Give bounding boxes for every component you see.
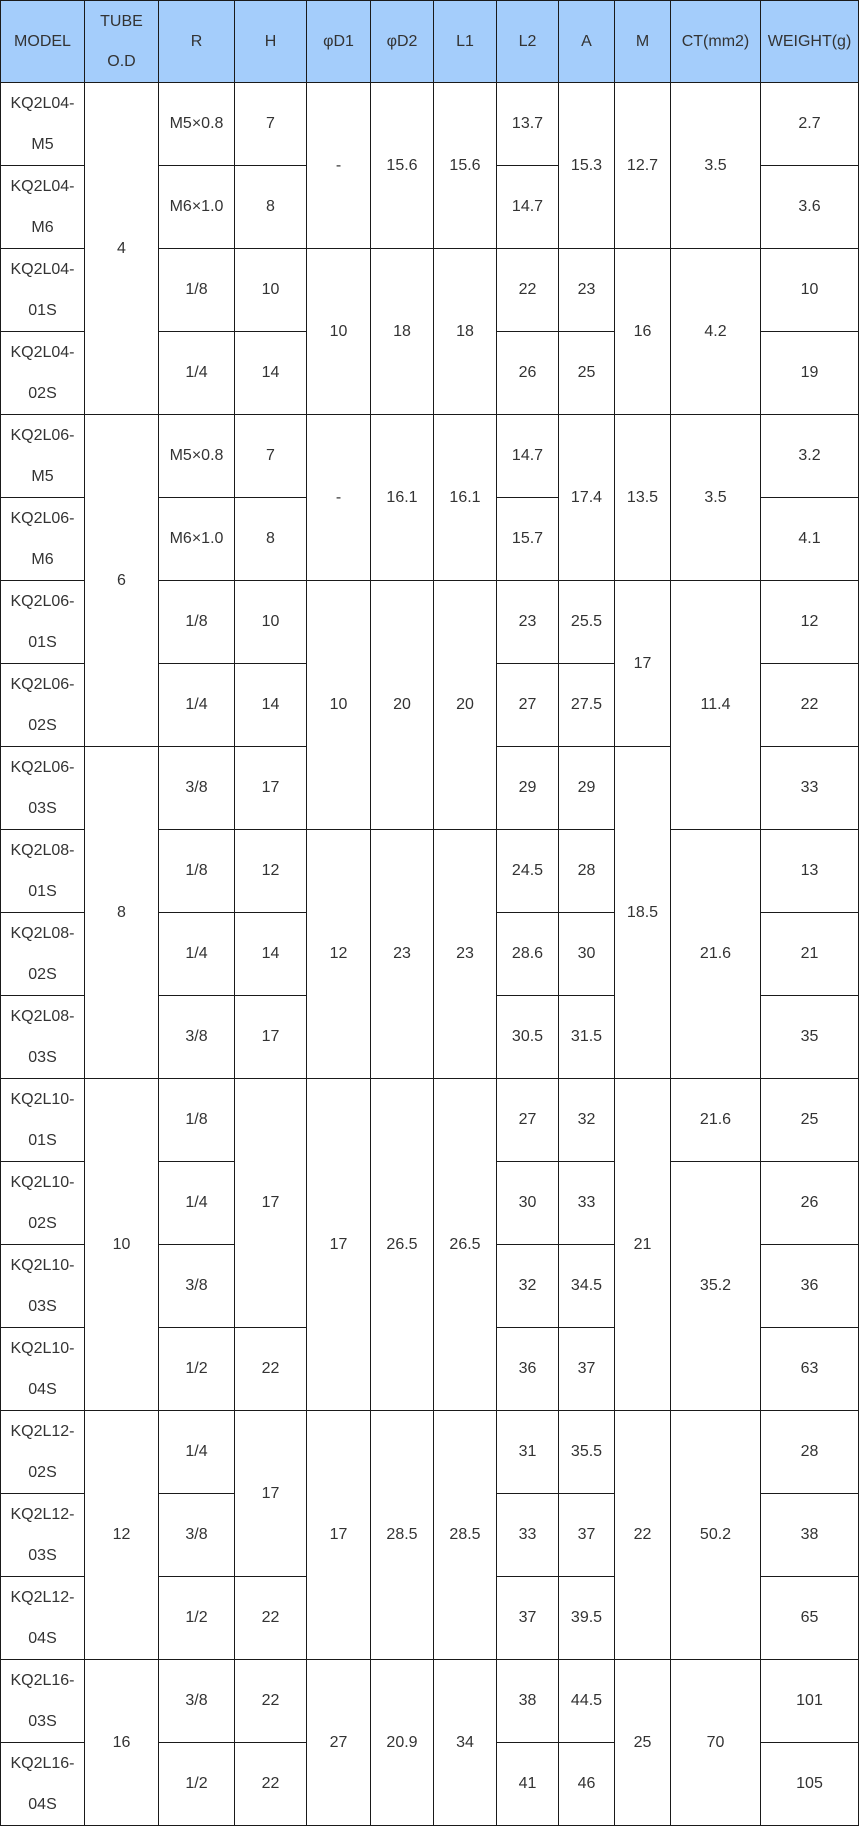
cell-d1: -: [307, 415, 371, 581]
cell-ct: 3.5: [671, 415, 761, 581]
cell-r: 1/4: [159, 664, 235, 747]
cell-m: 12.7: [615, 83, 671, 249]
model-line1: KQ2L08-: [10, 1008, 75, 1025]
header-tube-line1: TUBE: [100, 12, 143, 30]
model-line1: KQ2L06-: [10, 759, 75, 776]
cell-weight: 3.6: [761, 166, 859, 249]
model-line1: KQ2L06-: [10, 676, 75, 693]
table-row: [1, 1660, 859, 1743]
cell-l2: 27: [497, 1079, 559, 1162]
cell-weight: 4.1: [761, 498, 859, 581]
cell-weight: 101: [761, 1660, 859, 1743]
cell-l2: 28.6: [497, 913, 559, 996]
cell-h: 14: [235, 332, 307, 415]
cell-model: [1, 664, 85, 747]
cell-model: [1, 830, 85, 913]
model-line2: 01S: [28, 302, 57, 319]
cell-model: [1, 1245, 85, 1328]
cell-model: [1, 166, 85, 249]
cell-l2: 14.7: [497, 166, 559, 249]
cell-weight: 36: [761, 1245, 859, 1328]
cell-l2: 29: [497, 747, 559, 830]
model-line2: 04S: [28, 1381, 57, 1398]
model-line1: KQ2L10-: [10, 1257, 75, 1274]
cell-model: [1, 1411, 85, 1494]
cell-a: 17.4: [559, 415, 615, 581]
cell-d2: 20.9: [371, 1660, 434, 1826]
cell-tube: 16: [85, 1660, 159, 1826]
cell-model: [1, 83, 85, 166]
cell-r: 1/2: [159, 1577, 235, 1660]
cell-model: [1, 1162, 85, 1245]
cell-m: 17: [615, 581, 671, 747]
cell-l2: 37: [497, 1577, 559, 1660]
model-line1: KQ2L04-: [10, 344, 75, 361]
cell-l2: 30.5: [497, 996, 559, 1079]
cell-r: M5×0.8: [159, 415, 235, 498]
cell-l2: 36: [497, 1328, 559, 1411]
cell-a: 28: [559, 830, 615, 913]
cell-model: [1, 913, 85, 996]
cell-d1: 10: [307, 581, 371, 830]
cell-l2: 14.7: [497, 415, 559, 498]
cell-r: 1/4: [159, 1162, 235, 1245]
cell-a: 15.3: [559, 83, 615, 249]
cell-model: [1, 1577, 85, 1660]
cell-h: 17: [235, 1411, 307, 1577]
model-line1: KQ2L06-: [10, 510, 75, 527]
model-line2: 02S: [28, 717, 57, 734]
cell-r: 3/8: [159, 1245, 235, 1328]
cell-model: [1, 1079, 85, 1162]
model-line2: 02S: [28, 1215, 57, 1232]
model-line1: KQ2L10-: [10, 1340, 75, 1357]
cell-l1: 23: [434, 830, 497, 1079]
cell-weight: 33: [761, 747, 859, 830]
cell-h: 17: [235, 996, 307, 1079]
cell-r: 1/8: [159, 830, 235, 913]
cell-h: 17: [235, 747, 307, 830]
header-r: R: [159, 1, 235, 83]
model-line1: KQ2L04-: [10, 178, 75, 195]
cell-r: 3/8: [159, 996, 235, 1079]
cell-a: 46: [559, 1743, 615, 1826]
model-line1: KQ2L04-: [10, 261, 75, 278]
cell-r: 1/4: [159, 332, 235, 415]
cell-h: 22: [235, 1660, 307, 1743]
cell-weight: 21: [761, 913, 859, 996]
cell-model: [1, 581, 85, 664]
cell-model: [1, 1328, 85, 1411]
model-line2: M5: [31, 468, 54, 485]
cell-l1: 34: [434, 1660, 497, 1826]
cell-weight: 38: [761, 1494, 859, 1577]
cell-m: 16: [615, 249, 671, 415]
cell-model: [1, 1743, 85, 1826]
cell-l2: 13.7: [497, 83, 559, 166]
cell-h: 14: [235, 913, 307, 996]
cell-l1: 18: [434, 249, 497, 415]
table-row: [1, 1079, 859, 1162]
cell-h: 12: [235, 830, 307, 913]
cell-h: 22: [235, 1577, 307, 1660]
cell-h: 10: [235, 581, 307, 664]
cell-weight: 28: [761, 1411, 859, 1494]
model-line1: KQ2L08-: [10, 925, 75, 942]
cell-l2: 41: [497, 1743, 559, 1826]
cell-ct: 35.2: [671, 1162, 761, 1411]
cell-model: [1, 1494, 85, 1577]
cell-a: 29: [559, 747, 615, 830]
model-line1: KQ2L12-: [10, 1589, 75, 1606]
cell-l2: 27: [497, 664, 559, 747]
cell-l2: 32: [497, 1245, 559, 1328]
cell-d1: 17: [307, 1411, 371, 1660]
cell-l2: 38: [497, 1660, 559, 1743]
table-row: [1, 83, 859, 166]
cell-tube: 8: [85, 747, 159, 1079]
header-ct: CT(mm2): [671, 1, 761, 83]
cell-weight: 19: [761, 332, 859, 415]
cell-a: 39.5: [559, 1577, 615, 1660]
model-line2: 04S: [28, 1796, 57, 1813]
model-line1: KQ2L06-: [10, 593, 75, 610]
cell-a: 34.5: [559, 1245, 615, 1328]
cell-r: 1/8: [159, 1079, 235, 1162]
cell-r: 1/8: [159, 249, 235, 332]
cell-model: [1, 747, 85, 830]
cell-l2: 24.5: [497, 830, 559, 913]
cell-weight: 10: [761, 249, 859, 332]
cell-tube: 6: [85, 415, 159, 747]
model-line2: 03S: [28, 1547, 57, 1564]
header-tube-line2: O.D: [107, 52, 136, 70]
model-line2: M5: [31, 136, 54, 153]
cell-d1: 27: [307, 1660, 371, 1826]
model-line2: M6: [31, 551, 54, 568]
cell-weight: 35: [761, 996, 859, 1079]
cell-l2: 30: [497, 1162, 559, 1245]
cell-ct: 3.5: [671, 83, 761, 249]
header-row: [1, 1, 859, 83]
cell-weight: 3.2: [761, 415, 859, 498]
cell-d1: -: [307, 83, 371, 249]
model-line2: 03S: [28, 1049, 57, 1066]
cell-l2: 15.7: [497, 498, 559, 581]
model-line1: KQ2L04-: [10, 95, 75, 112]
model-line1: KQ2L10-: [10, 1091, 75, 1108]
cell-weight: 63: [761, 1328, 859, 1411]
model-line1: KQ2L08-: [10, 842, 75, 859]
table-row: [1, 1411, 859, 1494]
cell-a: 25.5: [559, 581, 615, 664]
model-line1: KQ2L06-: [10, 427, 75, 444]
cell-weight: 26: [761, 1162, 859, 1245]
cell-r: 1/4: [159, 913, 235, 996]
cell-tube: 10: [85, 1079, 159, 1411]
cell-l2: 26: [497, 332, 559, 415]
header-a: A: [559, 1, 615, 83]
cell-h: 22: [235, 1743, 307, 1826]
cell-l2: 33: [497, 1494, 559, 1577]
model-line2: 03S: [28, 1713, 57, 1730]
cell-h: 14: [235, 664, 307, 747]
cell-d2: 18: [371, 249, 434, 415]
cell-ct: 50.2: [671, 1411, 761, 1660]
model-line2: 01S: [28, 634, 57, 651]
model-line2: 01S: [28, 883, 57, 900]
model-line1: KQ2L12-: [10, 1506, 75, 1523]
cell-a: 35.5: [559, 1411, 615, 1494]
cell-h: 10: [235, 249, 307, 332]
model-line2: 03S: [28, 800, 57, 817]
cell-r: M5×0.8: [159, 83, 235, 166]
model-line1: KQ2L10-: [10, 1174, 75, 1191]
cell-h: 17: [235, 1079, 307, 1328]
model-line2: 02S: [28, 385, 57, 402]
cell-h: 7: [235, 83, 307, 166]
cell-d1: 12: [307, 830, 371, 1079]
cell-ct: 11.4: [671, 581, 761, 830]
cell-model: [1, 415, 85, 498]
cell-a: 27.5: [559, 664, 615, 747]
cell-d2: 23: [371, 830, 434, 1079]
cell-a: 37: [559, 1328, 615, 1411]
cell-l2: 22: [497, 249, 559, 332]
cell-weight: 65: [761, 1577, 859, 1660]
cell-ct: 4.2: [671, 249, 761, 415]
cell-m: 18.5: [615, 747, 671, 1079]
cell-model: [1, 1660, 85, 1743]
header-d1: φD1: [307, 1, 371, 83]
cell-r: 3/8: [159, 1494, 235, 1577]
model-line1: KQ2L16-: [10, 1672, 75, 1689]
cell-l1: 16.1: [434, 415, 497, 581]
model-line2: 02S: [28, 966, 57, 983]
cell-m: 21: [615, 1079, 671, 1411]
cell-d2: 20: [371, 581, 434, 830]
cell-r: M6×1.0: [159, 498, 235, 581]
cell-h: 7: [235, 415, 307, 498]
cell-m: 25: [615, 1660, 671, 1826]
cell-a: 44.5: [559, 1660, 615, 1743]
cell-weight: 105: [761, 1743, 859, 1826]
cell-a: 31.5: [559, 996, 615, 1079]
cell-d2: 28.5: [371, 1411, 434, 1660]
cell-d1: 10: [307, 249, 371, 415]
cell-d1: 17: [307, 1079, 371, 1411]
cell-r: 1/2: [159, 1743, 235, 1826]
cell-weight: 22: [761, 664, 859, 747]
cell-h: 8: [235, 166, 307, 249]
model-line1: KQ2L16-: [10, 1755, 75, 1772]
cell-weight: 25: [761, 1079, 859, 1162]
model-line2: 04S: [28, 1630, 57, 1647]
cell-d2: 26.5: [371, 1079, 434, 1411]
cell-h: 8: [235, 498, 307, 581]
cell-l1: 20: [434, 581, 497, 830]
cell-model: [1, 249, 85, 332]
header-weight: WEIGHT(g): [761, 1, 859, 83]
model-line2: 03S: [28, 1298, 57, 1315]
cell-r: 1/8: [159, 581, 235, 664]
cell-l2: 31: [497, 1411, 559, 1494]
cell-tube: 4: [85, 83, 159, 415]
cell-r: M6×1.0: [159, 166, 235, 249]
cell-l1: 28.5: [434, 1411, 497, 1660]
cell-weight: 2.7: [761, 83, 859, 166]
cell-model: [1, 332, 85, 415]
cell-ct: 21.6: [671, 1079, 761, 1162]
model-line2: 02S: [28, 1464, 57, 1481]
cell-a: 25: [559, 332, 615, 415]
cell-model: [1, 996, 85, 1079]
cell-a: 23: [559, 249, 615, 332]
cell-tube: 12: [85, 1411, 159, 1660]
cell-r: 1/2: [159, 1328, 235, 1411]
cell-l1: 26.5: [434, 1079, 497, 1411]
cell-weight: 13: [761, 830, 859, 913]
cell-r: 3/8: [159, 1660, 235, 1743]
cell-a: 32: [559, 1079, 615, 1162]
cell-d2: 16.1: [371, 415, 434, 581]
cell-model: [1, 498, 85, 581]
table-row: [1, 415, 859, 498]
model-line1: KQ2L12-: [10, 1423, 75, 1440]
cell-a: 33: [559, 1162, 615, 1245]
header-m: M: [615, 1, 671, 83]
header-l2: L2: [497, 1, 559, 83]
cell-ct: 70: [671, 1660, 761, 1826]
header-l1: L1: [434, 1, 497, 83]
model-line2: M6: [31, 219, 54, 236]
cell-a: 30: [559, 913, 615, 996]
cell-m: 22: [615, 1411, 671, 1660]
cell-r: 3/8: [159, 747, 235, 830]
header-model: MODEL: [1, 1, 85, 83]
cell-d2: 15.6: [371, 83, 434, 249]
cell-weight: 12: [761, 581, 859, 664]
cell-m: 13.5: [615, 415, 671, 581]
cell-l2: 23: [497, 581, 559, 664]
model-line2: 01S: [28, 1132, 57, 1149]
cell-l1: 15.6: [434, 83, 497, 249]
header-d2: φD2: [371, 1, 434, 83]
cell-h: 22: [235, 1328, 307, 1411]
cell-a: 37: [559, 1494, 615, 1577]
header-tube-od: [85, 1, 159, 83]
header-h: H: [235, 1, 307, 83]
cell-r: 1/4: [159, 1411, 235, 1494]
cell-ct: 21.6: [671, 830, 761, 1079]
